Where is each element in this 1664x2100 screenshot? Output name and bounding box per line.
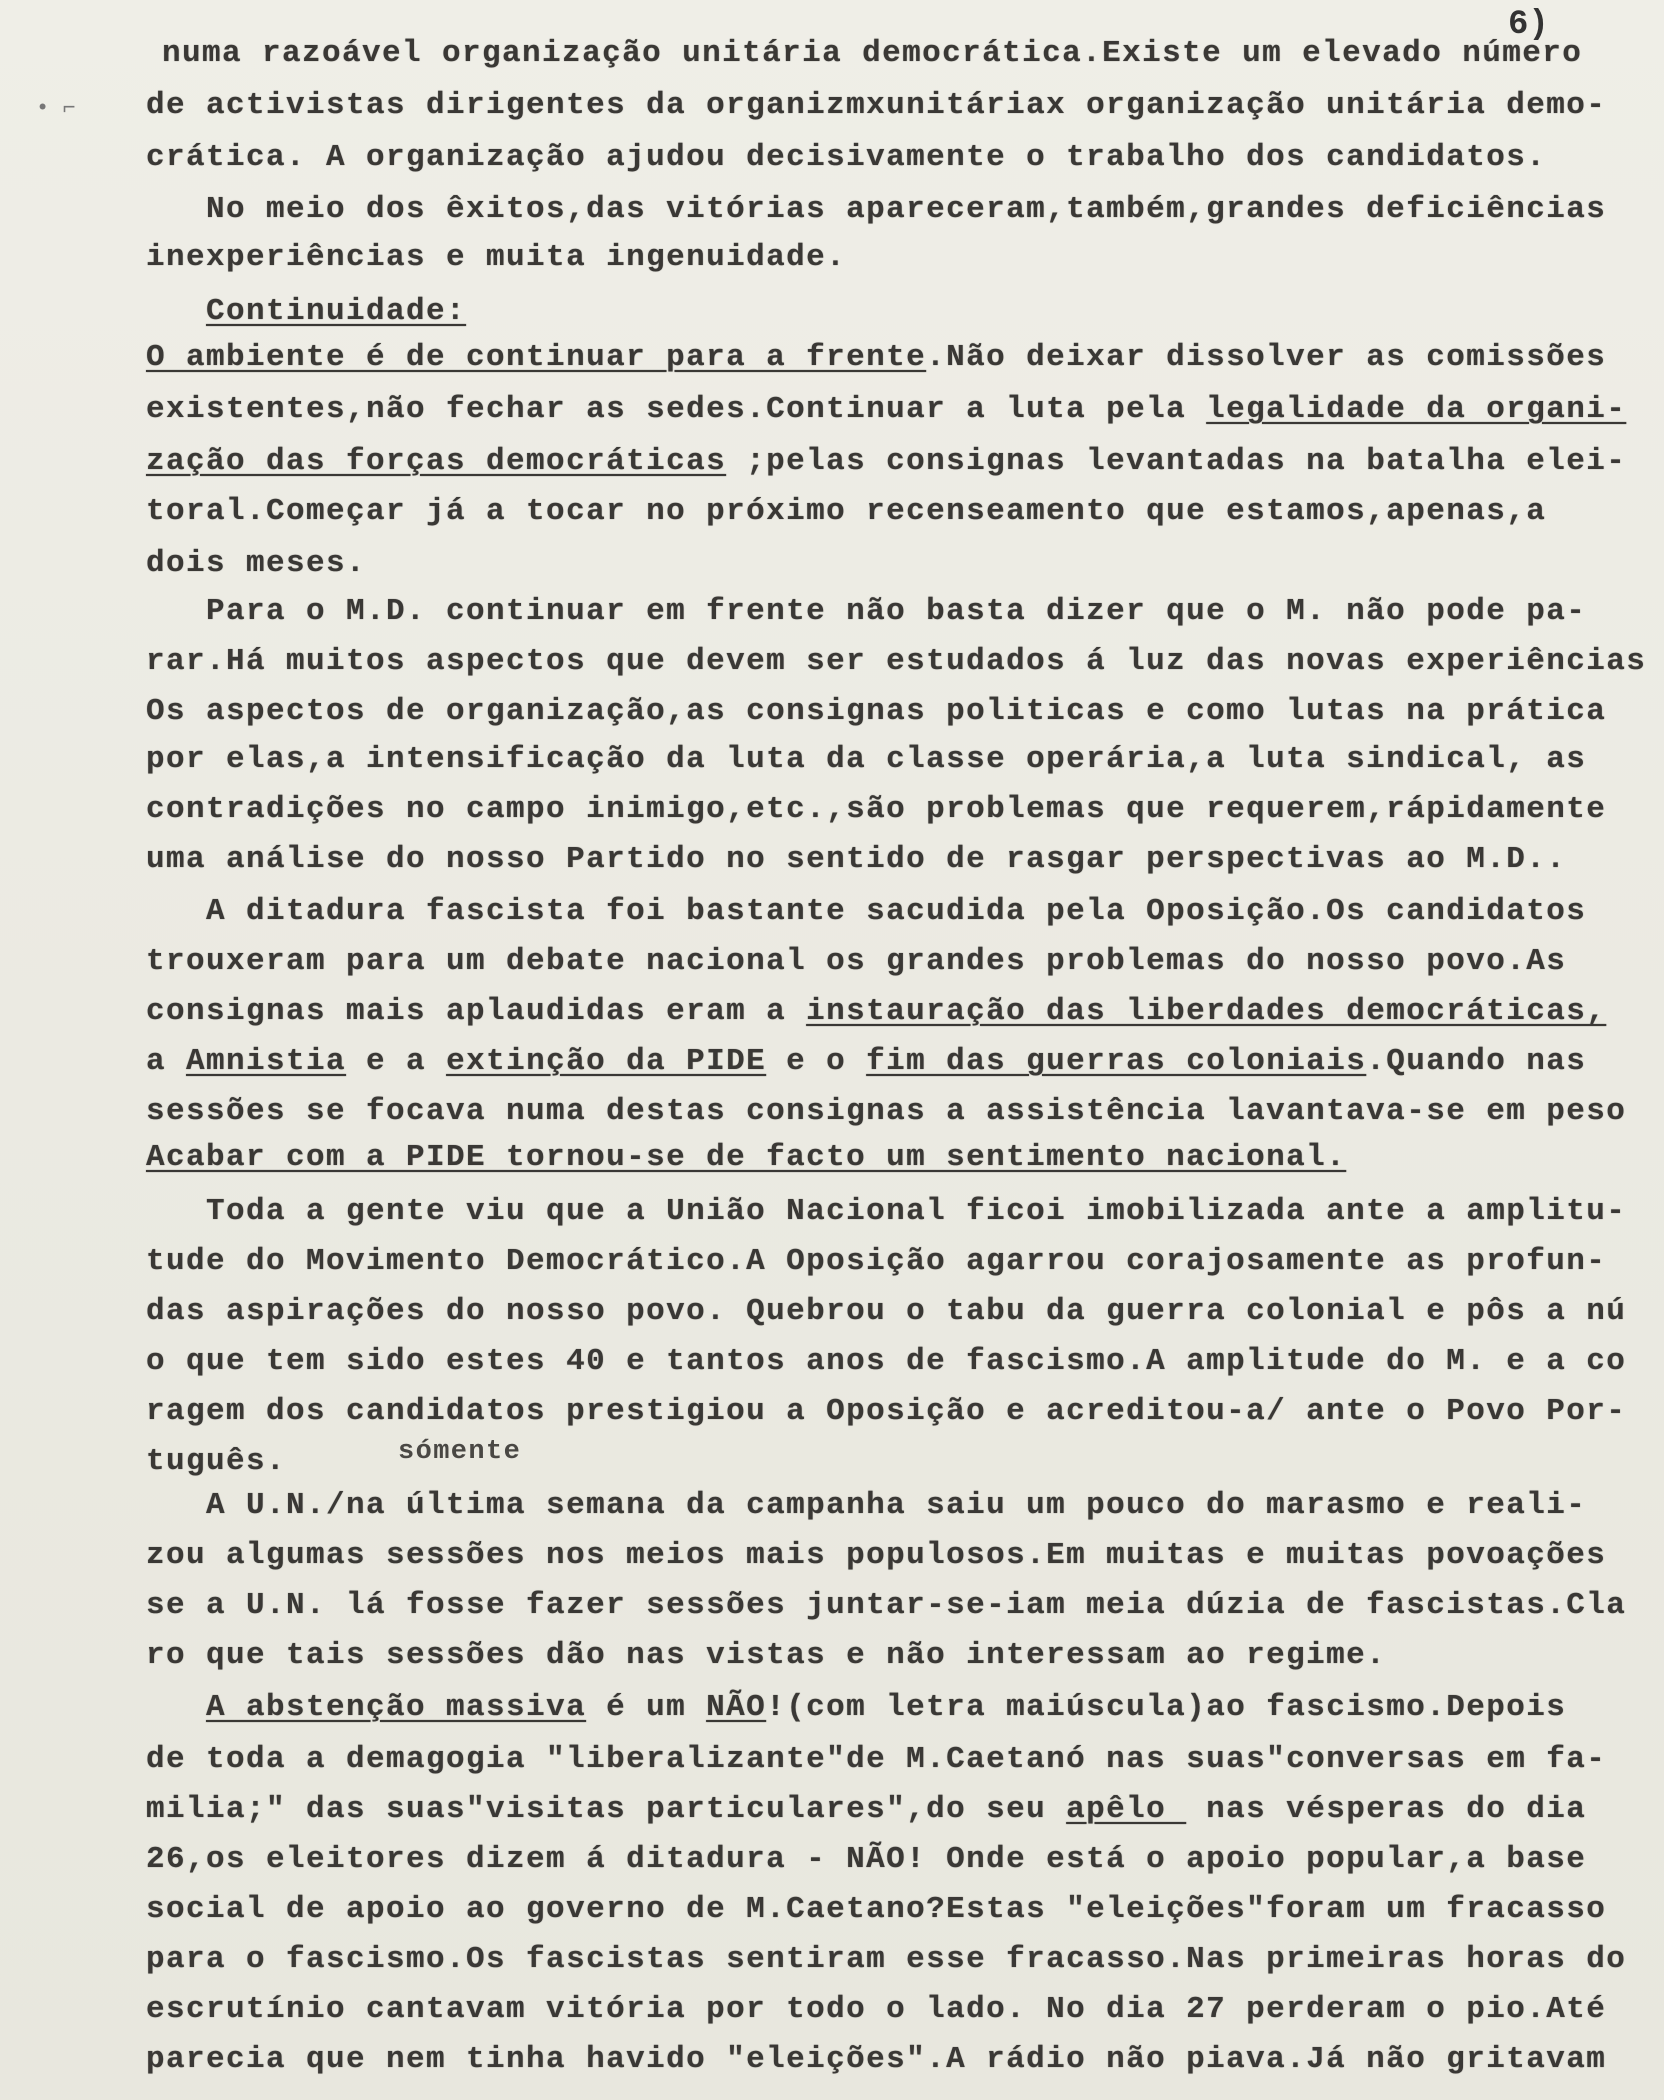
text-segment: .Quando nas — [1366, 1044, 1587, 1079]
text-line — [146, 594, 1586, 629]
text-line — [146, 444, 1626, 479]
text-line — [146, 2042, 1606, 2077]
interlinear-insertion: sómente — [398, 1437, 522, 1467]
text-line — [146, 644, 1646, 679]
text-line — [146, 1488, 1586, 1523]
text-line — [146, 140, 1546, 175]
text-segment: milia;" das suas"visitas particulares",do seu — [146, 1792, 1067, 1827]
underlined-text: A abstenção massiva — [206, 1690, 587, 1725]
underlined-text: apêlo — [1066, 1792, 1187, 1827]
text-segment: zou algumas sessões nos meios mais populosos.Em muitas e muitas povoações — [146, 1538, 1607, 1573]
text-segment: Para o M.D. continuar em frente não basta dizer que o M. não pode pa- — [146, 594, 1587, 629]
text-segment: para o fascismo.Os fascistas sentiram esse fracasso.Nas primeiras horas do — [146, 1942, 1627, 1977]
text-segment: é um — [586, 1690, 707, 1725]
text-line — [146, 1942, 1626, 1977]
text-line — [146, 1394, 1626, 1429]
text-line — [146, 294, 466, 329]
text-segment: Toda a gente viu que a União Nacional ficoi imobilizada ante a amplitu- — [146, 1194, 1627, 1229]
text-segment: parecia que nem tinha havido "eleições".A rádio não piava.Já não gritavam — [146, 2042, 1607, 2077]
text-line — [146, 842, 1566, 877]
text-line — [146, 1140, 1346, 1175]
text-line — [146, 1588, 1626, 1623]
text-line — [146, 1538, 1606, 1573]
text-segment — [146, 294, 206, 329]
text-line — [162, 36, 1582, 71]
underlined-text: fim das guerras coloniais — [866, 1044, 1367, 1079]
text-line — [146, 192, 1606, 227]
text-line — [146, 1294, 1626, 1329]
text-segment: a — [146, 1044, 187, 1079]
text-line — [146, 88, 1606, 123]
text-line — [146, 240, 846, 275]
text-line — [146, 1690, 1566, 1725]
margin-mark: • ⌐ — [36, 96, 76, 121]
text-segment: ro que tais sessões dão nas vistas e não interessam ao regime. — [146, 1638, 1387, 1673]
text-segment: A ditadura fascista foi bastante sacudida pela Oposição.Os candidatos — [146, 894, 1587, 929]
text-line — [146, 340, 1606, 375]
text-line — [146, 1742, 1606, 1777]
underlined-text: zação das forças democráticas — [146, 444, 727, 479]
text-line — [146, 994, 1606, 1029]
text-segment: No meio dos êxitos,das vitórias apareceram,também,grandes deficiências — [146, 192, 1607, 227]
text-line — [146, 1892, 1606, 1927]
text-segment: sessões se focava numa destas consignas a assistência lavantava-se em peso — [146, 1094, 1627, 1129]
text-line — [146, 1344, 1626, 1379]
underlined-text: legalidade da organi- — [1206, 392, 1627, 427]
text-segment: se a U.N. lá fosse fazer sessões juntar-se-iam meia dúzia de fascistas.Cla — [146, 1588, 1627, 1623]
underlined-text: O ambiente é de continuar para a frente — [146, 340, 927, 375]
text-segment: consignas mais aplaudidas eram a — [146, 994, 807, 1029]
text-line — [146, 1194, 1626, 1229]
text-segment: tude do Movimento Democrático.A Oposição agarrou corajosamente as profun- — [146, 1244, 1607, 1279]
text-segment: o que tem sido estes 40 e tantos anos de fascismo.A amplitude do M. e a co — [146, 1344, 1627, 1379]
text-segment: ragem dos candidatos prestigiou a Oposição e acreditou-a/ ante o Povo Por- — [146, 1394, 1627, 1429]
text-line — [146, 546, 366, 581]
text-line — [146, 1842, 1586, 1877]
text-segment: contradições no campo inimigo,etc.,são problemas que requerem,rápidamente — [146, 792, 1607, 827]
underlined-text: Acabar com a PIDE tornou-se de facto um sentimento nacional. — [146, 1140, 1347, 1175]
underlined-text: instauração das liberdades democráticas, — [806, 994, 1607, 1029]
text-segment: tuguês. — [146, 1444, 287, 1479]
text-line — [146, 1444, 286, 1479]
text-segment: rar.Há muitos aspectos que devem ser estudados á luz das novas experiências — [146, 644, 1647, 679]
text-segment: ;pelas consignas levantadas na batalha elei- — [726, 444, 1627, 479]
text-line — [146, 392, 1626, 427]
text-segment: por elas,a intensificação da luta da classe operária,a luta sindical, as — [146, 742, 1587, 777]
text-segment — [146, 1690, 206, 1725]
underlined-text: extinção da PIDE — [446, 1044, 767, 1079]
text-segment: dois meses. — [146, 546, 367, 581]
text-line — [146, 1244, 1606, 1279]
text-line — [146, 1044, 1586, 1079]
text-line — [146, 742, 1586, 777]
text-segment: e a — [346, 1044, 447, 1079]
page-number: 6) — [1508, 6, 1549, 44]
text-line — [146, 694, 1606, 729]
text-line — [146, 1638, 1386, 1673]
text-segment: nas vésperas do dia — [1186, 1792, 1587, 1827]
text-line — [146, 894, 1586, 929]
text-segment: 26,os eleitores dizem á ditadura - NÃO! Onde está o apoio popular,a base — [146, 1842, 1587, 1877]
underlined-text: Amnistia — [186, 1044, 347, 1079]
text-segment: uma análise do nosso Partido no sentido de rasgar perspectivas ao M.D.. — [146, 842, 1567, 877]
text-line — [146, 1792, 1586, 1827]
text-segment: de toda a demagogia "liberalizante"de M.Caetanó nas suas"conversas em fa- — [146, 1742, 1607, 1777]
text-line — [146, 1992, 1606, 2027]
text-segment: Os aspectos de organização,as consignas politicas e como lutas na prática — [146, 694, 1607, 729]
text-segment: inexperiências e muita ingenuidade. — [146, 240, 847, 275]
text-segment: de activistas dirigentes da organizmxunitáriax organização unitária demo- — [146, 88, 1607, 123]
text-line — [146, 1094, 1626, 1129]
text-line — [146, 494, 1546, 529]
underlined-text: NÃO — [706, 1690, 767, 1725]
text-segment: existentes,não fechar as sedes.Continuar a luta pela — [146, 392, 1207, 427]
text-segment: crática. A organização ajudou decisivamente o trabalho dos candidatos. — [146, 140, 1547, 175]
text-segment: numa razoável organização unitária democrática.Existe um elevado número — [162, 36, 1583, 71]
underlined-text: Continuidade: — [206, 294, 467, 329]
text-segment: trouxeram para um debate nacional os grandes problemas do nosso povo.As — [146, 944, 1567, 979]
text-segment: A U.N./na última semana da campanha saiu um pouco do marasmo e reali- — [146, 1488, 1587, 1523]
text-segment: escrutínio cantavam vitória por todo o lado. No dia 27 perderam o pio.Até — [146, 1992, 1607, 2027]
text-line — [146, 944, 1566, 979]
text-segment: e o — [766, 1044, 867, 1079]
text-segment: das aspirações do nosso povo. Quebrou o tabu da guerra colonial e pôs a nú — [146, 1294, 1627, 1329]
text-line — [146, 792, 1606, 827]
text-segment: toral.Começar já a tocar no próximo recenseamento que estamos,apenas,a — [146, 494, 1547, 529]
text-segment: .Não deixar dissolver as comissões — [926, 340, 1607, 375]
text-segment: !(com letra maiúscula)ao fascismo.Depois — [766, 1690, 1567, 1725]
text-segment: social de apoio ao governo de M.Caetano?Estas "eleições"foram um fracasso — [146, 1892, 1607, 1927]
